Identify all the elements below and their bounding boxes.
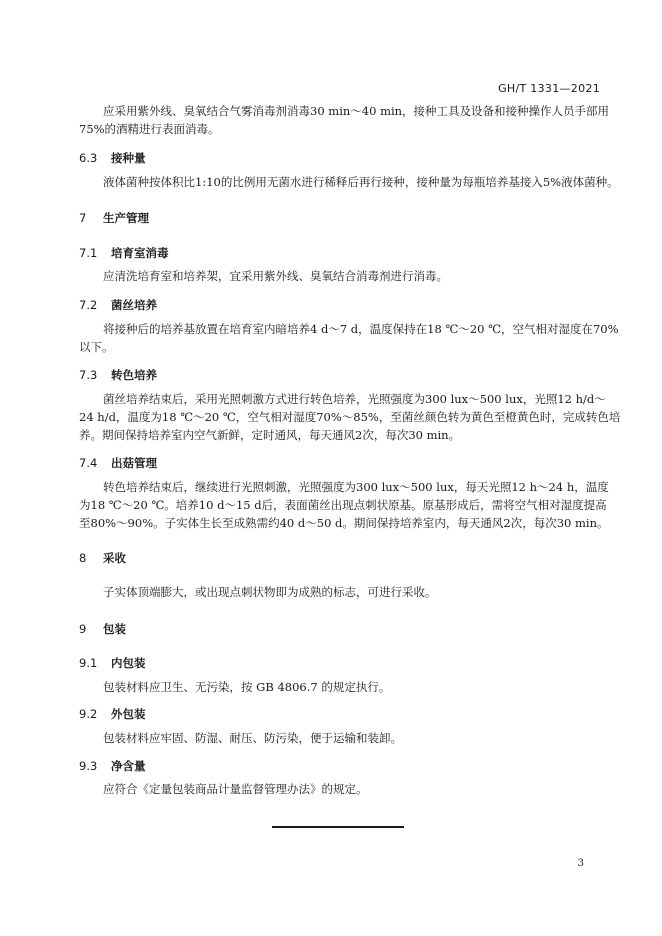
section-number: 6.3	[79, 151, 98, 165]
section-title: 转色培养	[111, 368, 157, 382]
end-rule	[272, 826, 404, 828]
paragraph-line: 应采用紫外线、臭氧结合气雾消毒剂消毒30 min～40 min，接种工具及设备和接种操作人员手部用	[103, 104, 610, 118]
section-title: 菌丝培养	[111, 298, 157, 312]
chapter-number: 9	[79, 622, 87, 636]
paragraph-line: 至80%～90%。子实体生长至成熟需约40 d～50 d。期间保持培养室内，每天通风2次，每次30 min。	[79, 516, 609, 530]
section-number: 7.4	[79, 456, 98, 470]
section-number: 7.1	[79, 246, 98, 260]
chapter-title: 包装	[103, 622, 126, 636]
section-heading-7-2	[79, 297, 157, 313]
section-title: 净含量	[111, 759, 146, 773]
page-number: 3	[577, 858, 584, 869]
paragraph-line: 将接种后的培养基放置在培育室内暗培养4 d～7 d，温度保持在18 ℃～20 ℃，空气相对湿度在70%	[103, 322, 619, 336]
chapter-heading-7	[79, 210, 149, 226]
chapter-heading-9	[79, 621, 126, 637]
paragraph-line: 转色培养结束后，继续进行光照刺激，光照强度为300 lux～500 lux，每天光照12 h～24 h，温度	[103, 480, 609, 494]
section-title: 培育室消毒	[111, 246, 169, 260]
paragraph-line: 应符合《定量包装商品计量监督管理办法》的规定。	[103, 782, 368, 796]
document-code: GH/T 1331—2021	[498, 82, 600, 95]
section-title: 内包装	[111, 656, 146, 670]
section-number: 7.3	[79, 368, 98, 382]
section-title: 外包装	[111, 707, 146, 721]
chapter-number: 7	[79, 211, 87, 225]
chapter-heading-8	[79, 550, 126, 566]
section-heading-9-1	[79, 655, 146, 671]
paragraph-line: 以下。	[79, 340, 114, 354]
paragraph-line: 养。期间保持培养室内空气新鲜，定时通风，每天通风2次，每次30 min。	[79, 428, 461, 442]
paragraph-line: 75%的酒精进行表面消毒。	[79, 122, 220, 136]
chapter-title: 生产管理	[103, 211, 149, 225]
section-title: 接种量	[111, 151, 146, 165]
paragraph-line: 菌丝培养结束后，采用光照刺激方式进行转色培养，光照强度为300 lux～500 lux，光照12 h/d～	[103, 392, 606, 406]
paragraph-line: 应清洗培育室和培养架，宜采用紫外线、臭氧结合消毒剂进行消毒。	[103, 269, 448, 283]
paragraph-line: 24 h/d，温度为18 ℃～20 ℃，空气相对湿度70%～85%，至菌丝颜色转为黄色至橙黄色时，完成转色培	[79, 410, 621, 424]
section-heading-9-3	[79, 758, 146, 774]
section-heading-6-3	[79, 150, 146, 166]
section-title: 出菇管理	[111, 456, 157, 470]
paragraph-line: 包装材料应卫生、无污染，按 GB 4806.7 的规定执行。	[103, 680, 391, 694]
paragraph-line: 包装材料应牢固、防湿、耐压、防污染，便于运输和装卸。	[103, 731, 402, 745]
paragraph-line: 液体菌种按体积比1:10的比例用无菌水进行稀释后再行接种，接种量为每瓶培养基接入5%液体菌种。	[103, 175, 619, 189]
chapter-title: 采收	[103, 551, 126, 565]
section-number: 7.2	[79, 298, 98, 312]
chapter-number: 8	[79, 551, 87, 565]
paragraph-line: 为18 ℃～20 ℃。培养10 d～15 d后，表面菌丝出现点刺状原基。原基形成后，需将空气相对湿度提高	[79, 498, 607, 512]
paragraph-line: 子实体顶端膨大，或出现点刺状物即为成熟的标志，可进行采收。	[103, 585, 437, 599]
section-heading-9-2	[79, 706, 146, 722]
section-heading-7-4	[79, 455, 157, 471]
section-number: 9.3	[79, 759, 98, 773]
section-number: 9.1	[79, 656, 98, 670]
section-heading-7-1	[79, 245, 169, 261]
section-heading-7-3	[79, 367, 157, 383]
section-number: 9.2	[79, 707, 98, 721]
